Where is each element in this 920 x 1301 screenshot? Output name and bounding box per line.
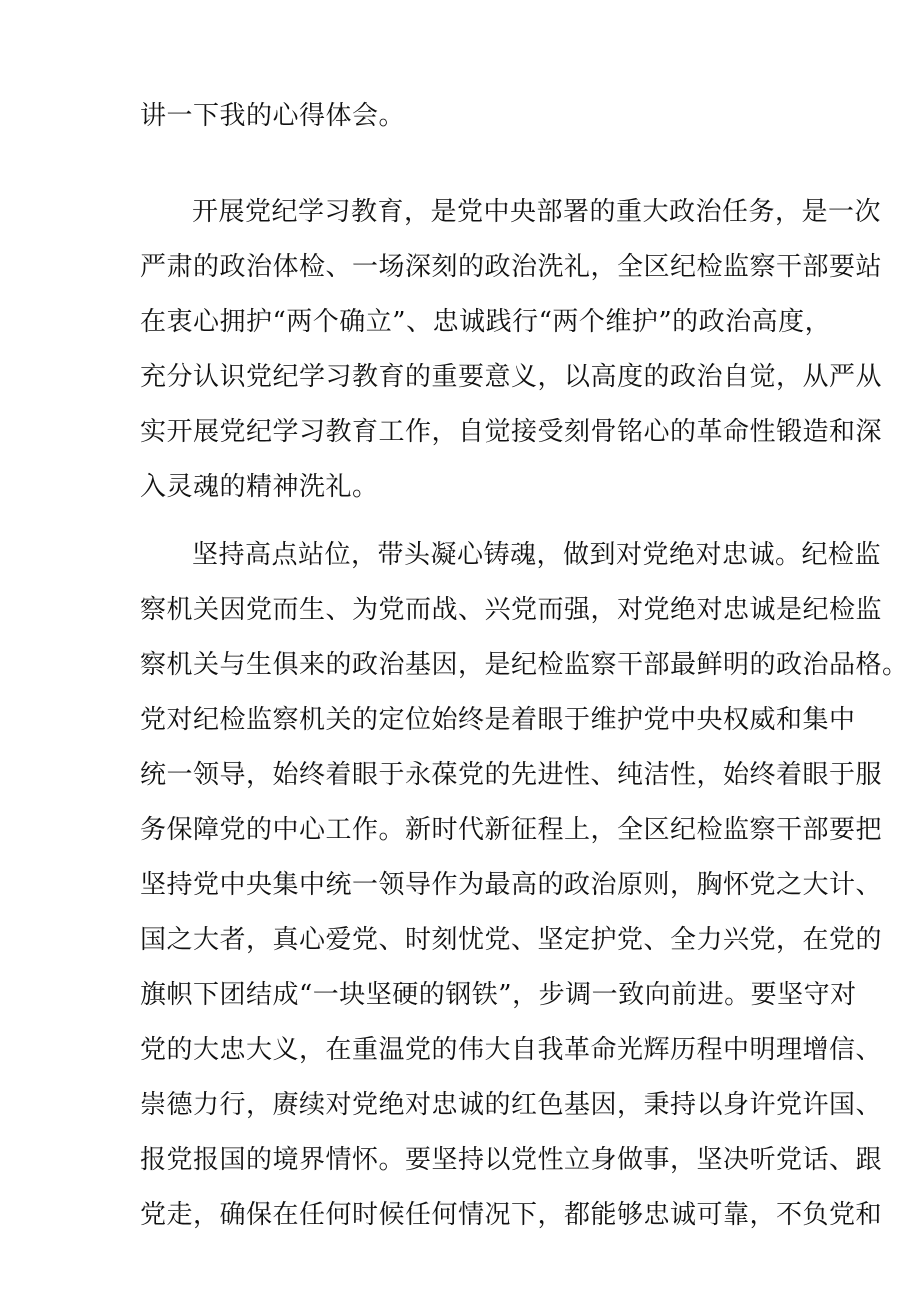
text-line: 察机关与生俱来的政治基因，是纪检监察干部最鲜明的政治品格。 [140, 650, 909, 680]
paragraph-intro-tail [140, 89, 790, 144]
text-line: 崇德力行，赓续对党绝对忠诚的红色基因，秉持以身许党许国、 [140, 1090, 883, 1120]
text-line: 在衷心拥护“两个确立”、忠诚践行“两个维护”的政治高度， [140, 307, 832, 337]
paragraph-loyalty [140, 528, 909, 1243]
text-line: 旗帜下团结成“一块坚硬的钢铁”，步调一致向前进。要坚守对 [140, 980, 857, 1010]
text-line: 充分认识党纪学习教育的重要意义，以高度的政治自觉，从严从 [140, 362, 883, 392]
text-line: 入灵魂的精神洗礼。 [140, 472, 379, 502]
text-line: 察机关因党而生、为党而战、兴党而强，对党绝对忠诚是纪检监 [140, 595, 883, 625]
text-line: 实开展党纪学习教育工作，自觉接受刻骨铭心的革命性锻造和深 [140, 417, 883, 447]
text-line: 党对纪检监察机关的定位始终是着眼于维护党中央权威和集中 [140, 705, 856, 735]
text-line: 国之大者，真心爱党、时刻忧党、坚定护党、全力兴党，在党的 [140, 925, 883, 955]
text-line: 坚持高点站位，带头凝心铸魂，做到对党绝对忠诚。纪检监 [192, 540, 882, 570]
text-line: 开展党纪学习教育，是党中央部署的重大政治任务，是一次 [192, 197, 882, 227]
paragraph-discipline-education [140, 185, 883, 515]
text-line: 统一领导，始终着眼于永葆党的先进性、纯洁性，始终着眼于服 [140, 760, 883, 790]
text-line: 党走，确保在任何时候任何情况下，都能够忠诚可靠，不负党和 [140, 1200, 883, 1230]
text-line: 务保障党的中心工作。新时代新征程上，全区纪检监察干部要把 [140, 815, 883, 845]
text-line: 报党报国的境界情怀。要坚持以党性立身做事，坚决听党话、跟 [140, 1145, 883, 1175]
text-line: 党的大忠大义，在重温党的伟大自我革命光辉历程中明理增信、 [140, 1035, 883, 1065]
text-line: 坚持党中央集中统一领导作为最高的政治原则，胸怀党之大计、 [140, 870, 883, 900]
text-line: 讲一下我的心得体会。 [140, 101, 406, 131]
text-line: 严肃的政治体检、一场深刻的政治洗礼，全区纪检监察干部要站 [140, 252, 883, 282]
